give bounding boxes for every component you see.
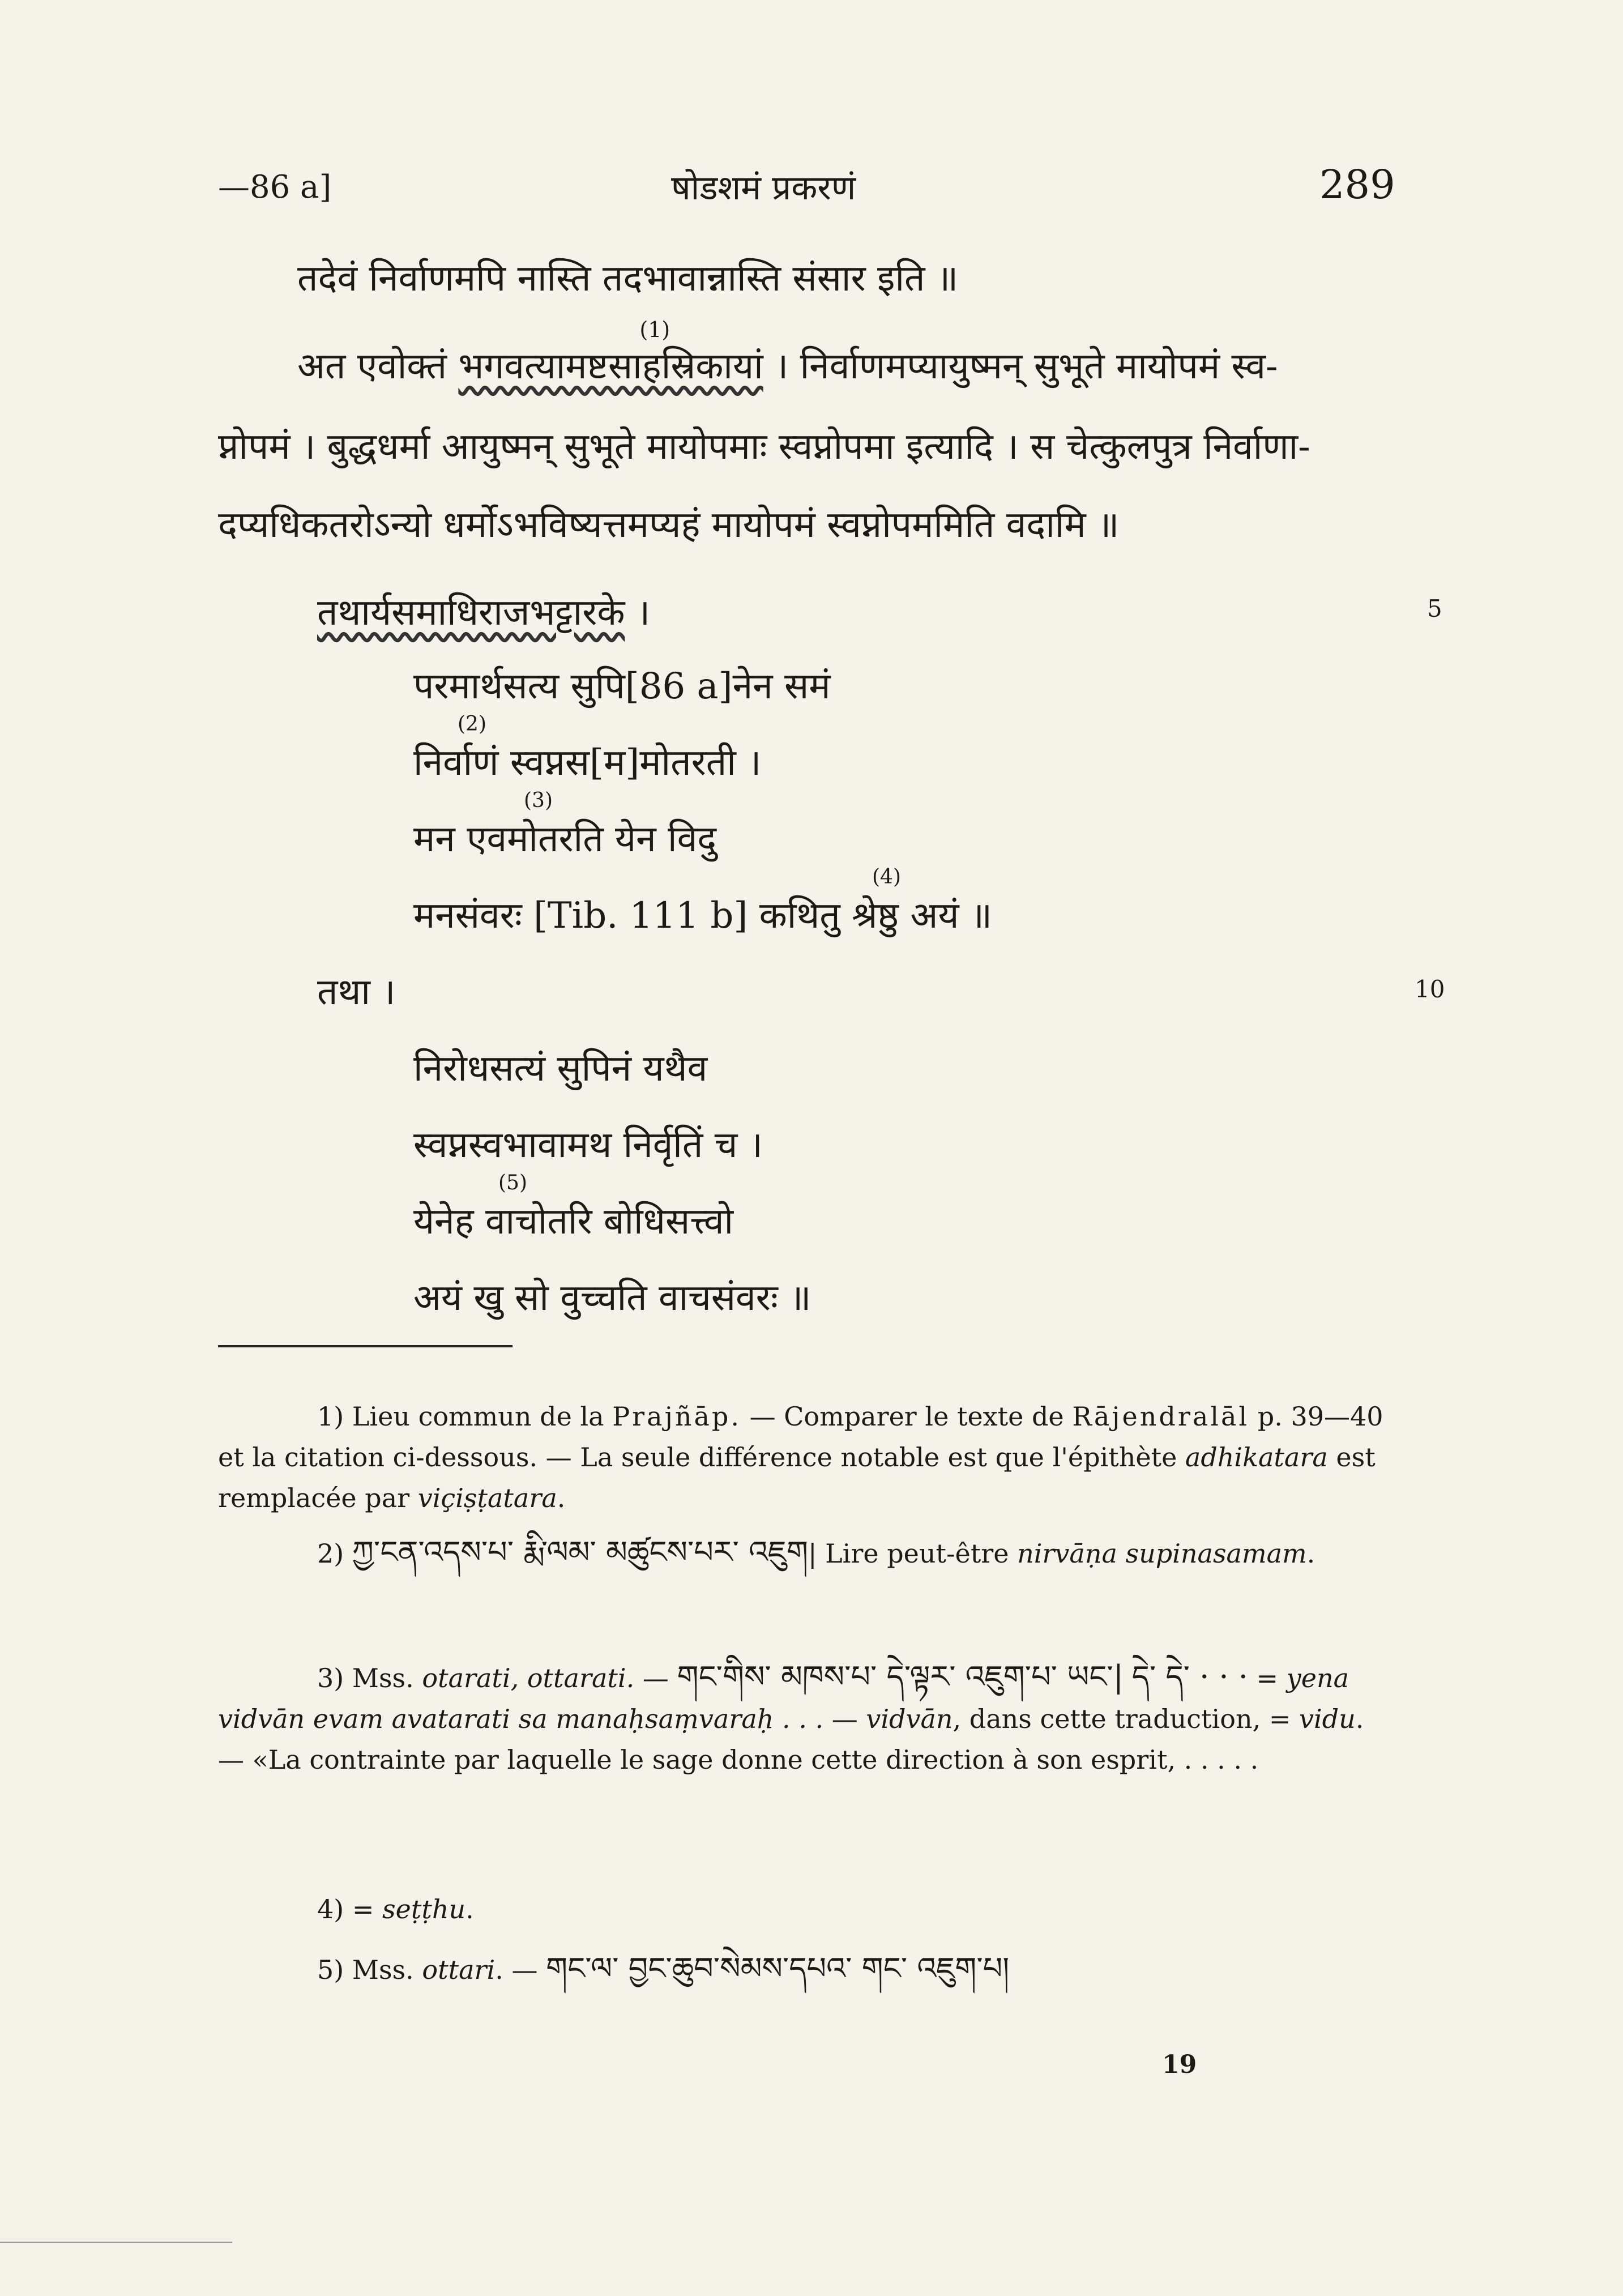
tatha-line: [317, 586, 650, 635]
footnote-marker-4: (4): [872, 865, 901, 889]
verse2-line-3: येनेह वाचोतरि बोधिसत्त्वो: [413, 1201, 734, 1243]
footnote-1-adhikatara: adhikatara: [1185, 1442, 1328, 1473]
footnote-marker-5: (5): [498, 1171, 527, 1194]
footnote-4-end: .: [465, 1894, 474, 1924]
footnote-3-otarati: otarati, ottarati.: [422, 1663, 635, 1693]
footnote-1-text-c: p. 39—40 et la citation ci-dessous. — La seule différence notable est que l'épithète: [218, 1401, 1383, 1473]
footnote-3: [218, 1657, 1396, 1780]
footnote-2-number: 2): [317, 1538, 344, 1569]
cited-work-title: भगवत्यामष्टसाहस्रिकायां: [458, 345, 763, 387]
footnote-4-eq: =: [344, 1894, 383, 1924]
body-line-2-suffix: । निर्वाणमप्यायुष्मन् सुभूते मायोपमं स्व-: [763, 345, 1278, 387]
footnote-5-number: 5): [317, 1954, 344, 1985]
running-head-left: —86 a]: [218, 169, 332, 206]
footnote-1-vicistatara: viçiṣṭatara: [417, 1483, 557, 1513]
verse2-line-4: अयं खु सो वुच्चति वाचसंवरः ॥: [413, 1277, 812, 1319]
tatha-line-2: तथा ।: [317, 971, 396, 1013]
footnote-3-tibetan-1: གང་གིས་ མཁས་པ་ དེ་ལྟར་ འཇུག་པ་ ཡང་|: [677, 1659, 1124, 1695]
tatha-line-danda: ।: [625, 592, 651, 634]
footnote-marker-3: (3): [524, 789, 553, 812]
footnote-1-text-b: — Comparer le texte de: [741, 1401, 1073, 1432]
scan-edge-line: [0, 2242, 232, 2243]
verse1-line-2: निर्वाणं स्वप्नस[म]मोतरती ।: [413, 742, 762, 784]
footnote-marker-2: (2): [458, 712, 486, 736]
signature-mark: 19: [1162, 2050, 1197, 2079]
footnote-1-text-e: .: [557, 1483, 566, 1513]
body-line-2-prefix: अत एवोक्तं: [297, 345, 459, 387]
footnote-3-dash-2: —: [823, 1704, 866, 1734]
footnote-2-end: .: [1306, 1538, 1316, 1569]
footnote-3-eq: =: [1248, 1663, 1287, 1693]
line-number-5: 5: [1427, 595, 1442, 622]
footnote-5-ottari: ottari: [422, 1954, 496, 1985]
footnote-3-number: 3): [317, 1663, 344, 1693]
body-line-4: दप्यधिकतरोऽन्यो धर्मोऽभविष्यत्तमप्यहं मायोपमं स्वप्नोपममिति वदामि ॥: [218, 504, 1120, 546]
page-number: 289: [1319, 161, 1395, 208]
cited-work-ashtasahasrika: [458, 317, 763, 387]
footnote-1: [218, 1396, 1396, 1518]
footnote-marker-1: (1): [639, 317, 670, 342]
footnote-3-dans: , dans cette traduction, =: [953, 1704, 1299, 1734]
body-line-3: प्नोपमं । बुद्धधर्मा आयुष्मन् सुभूते मायोपमाः स्वप्नोपमा इत्यादि । स चेत्कुलपुत्र निर्वाणा-: [218, 426, 1310, 468]
footnote-4: [317, 1889, 474, 1930]
footnote-3-tibetan-2: དེ་ དེ་ · · ·: [1131, 1659, 1248, 1695]
footnote-1-rajendralal: Rājendralāl: [1072, 1401, 1250, 1432]
body-line-2: [297, 317, 1278, 389]
verse1-line-3: मन एवमोतरति येन विदु: [413, 818, 717, 860]
footnote-3-dash: —: [634, 1663, 677, 1693]
verse1-line-1: परमार्थसत्य सुपि[86 a]नेन समं: [413, 665, 831, 707]
footnote-5-dash: . —: [495, 1954, 546, 1985]
footnote-rule: [218, 1345, 512, 1347]
footnote-4-setthu: seṭṭhu: [382, 1894, 466, 1924]
footnote-1-number: 1): [317, 1401, 344, 1432]
verse2-line-1: निरोधसत्यं सुपिनं यथैव: [413, 1048, 708, 1090]
footnote-1-text-a: Lieu commun de la: [352, 1401, 613, 1432]
footnote-5: [317, 1948, 1009, 1990]
footnote-3-vidu: vidu: [1299, 1704, 1356, 1734]
footnote-3-vidvan: vidvān: [866, 1704, 953, 1734]
footnote-2-tibetan: ཀྱ་ངན་འདས་པ་ རྨི་ལམ་ མཚུངས་པར་ འཇུག: [352, 1534, 809, 1570]
body-line-1: तदेवं निर्वाणमपि नास्ति तदभावान्नास्ति संसार इति ॥: [297, 258, 959, 300]
footnote-1-prajnap: Prajñāp.: [612, 1401, 741, 1432]
running-head-title: षोडशमं प्रकरणं: [671, 168, 856, 208]
footnote-3-rest: . — «La contrainte par laquelle le sage donne cette direction à son esprit, . . . . .: [218, 1704, 1364, 1775]
cited-work-samadhiraja: तथार्यसमाधिराजभट्टारके: [317, 592, 625, 634]
verse2-line-2: स्वप्नस्वभावामथ निर्वृतिं च ।: [413, 1124, 763, 1166]
line-number-10: 10: [1415, 975, 1445, 1003]
footnote-1-text-d: est remplacée par: [218, 1442, 1376, 1513]
footnote-4-number: 4): [317, 1894, 344, 1924]
footnote-2: [218, 1532, 1396, 1574]
footnote-3-yena: yena vidvān evam avatarati sa manaḥsaṃvaraḥ . . .: [218, 1663, 1349, 1734]
footnote-2-text: | Lire peut-être: [808, 1538, 1018, 1569]
footnote-2-italic: nirvāṇa supinasamam: [1017, 1538, 1307, 1569]
footnote-5-mss: Mss.: [352, 1954, 422, 1985]
verse1-line-4: मनसंवरः [Tib. 111 b] कथितु श्रेष्ठु अयं ॥: [413, 895, 993, 937]
footnote-5-tibetan: གང་ལ་ བྱང་ཆུབ་སེམས་དཔའ་ གང་ འཇུག་པ།: [546, 1951, 1010, 1986]
footnote-3-mss: Mss.: [352, 1663, 422, 1693]
